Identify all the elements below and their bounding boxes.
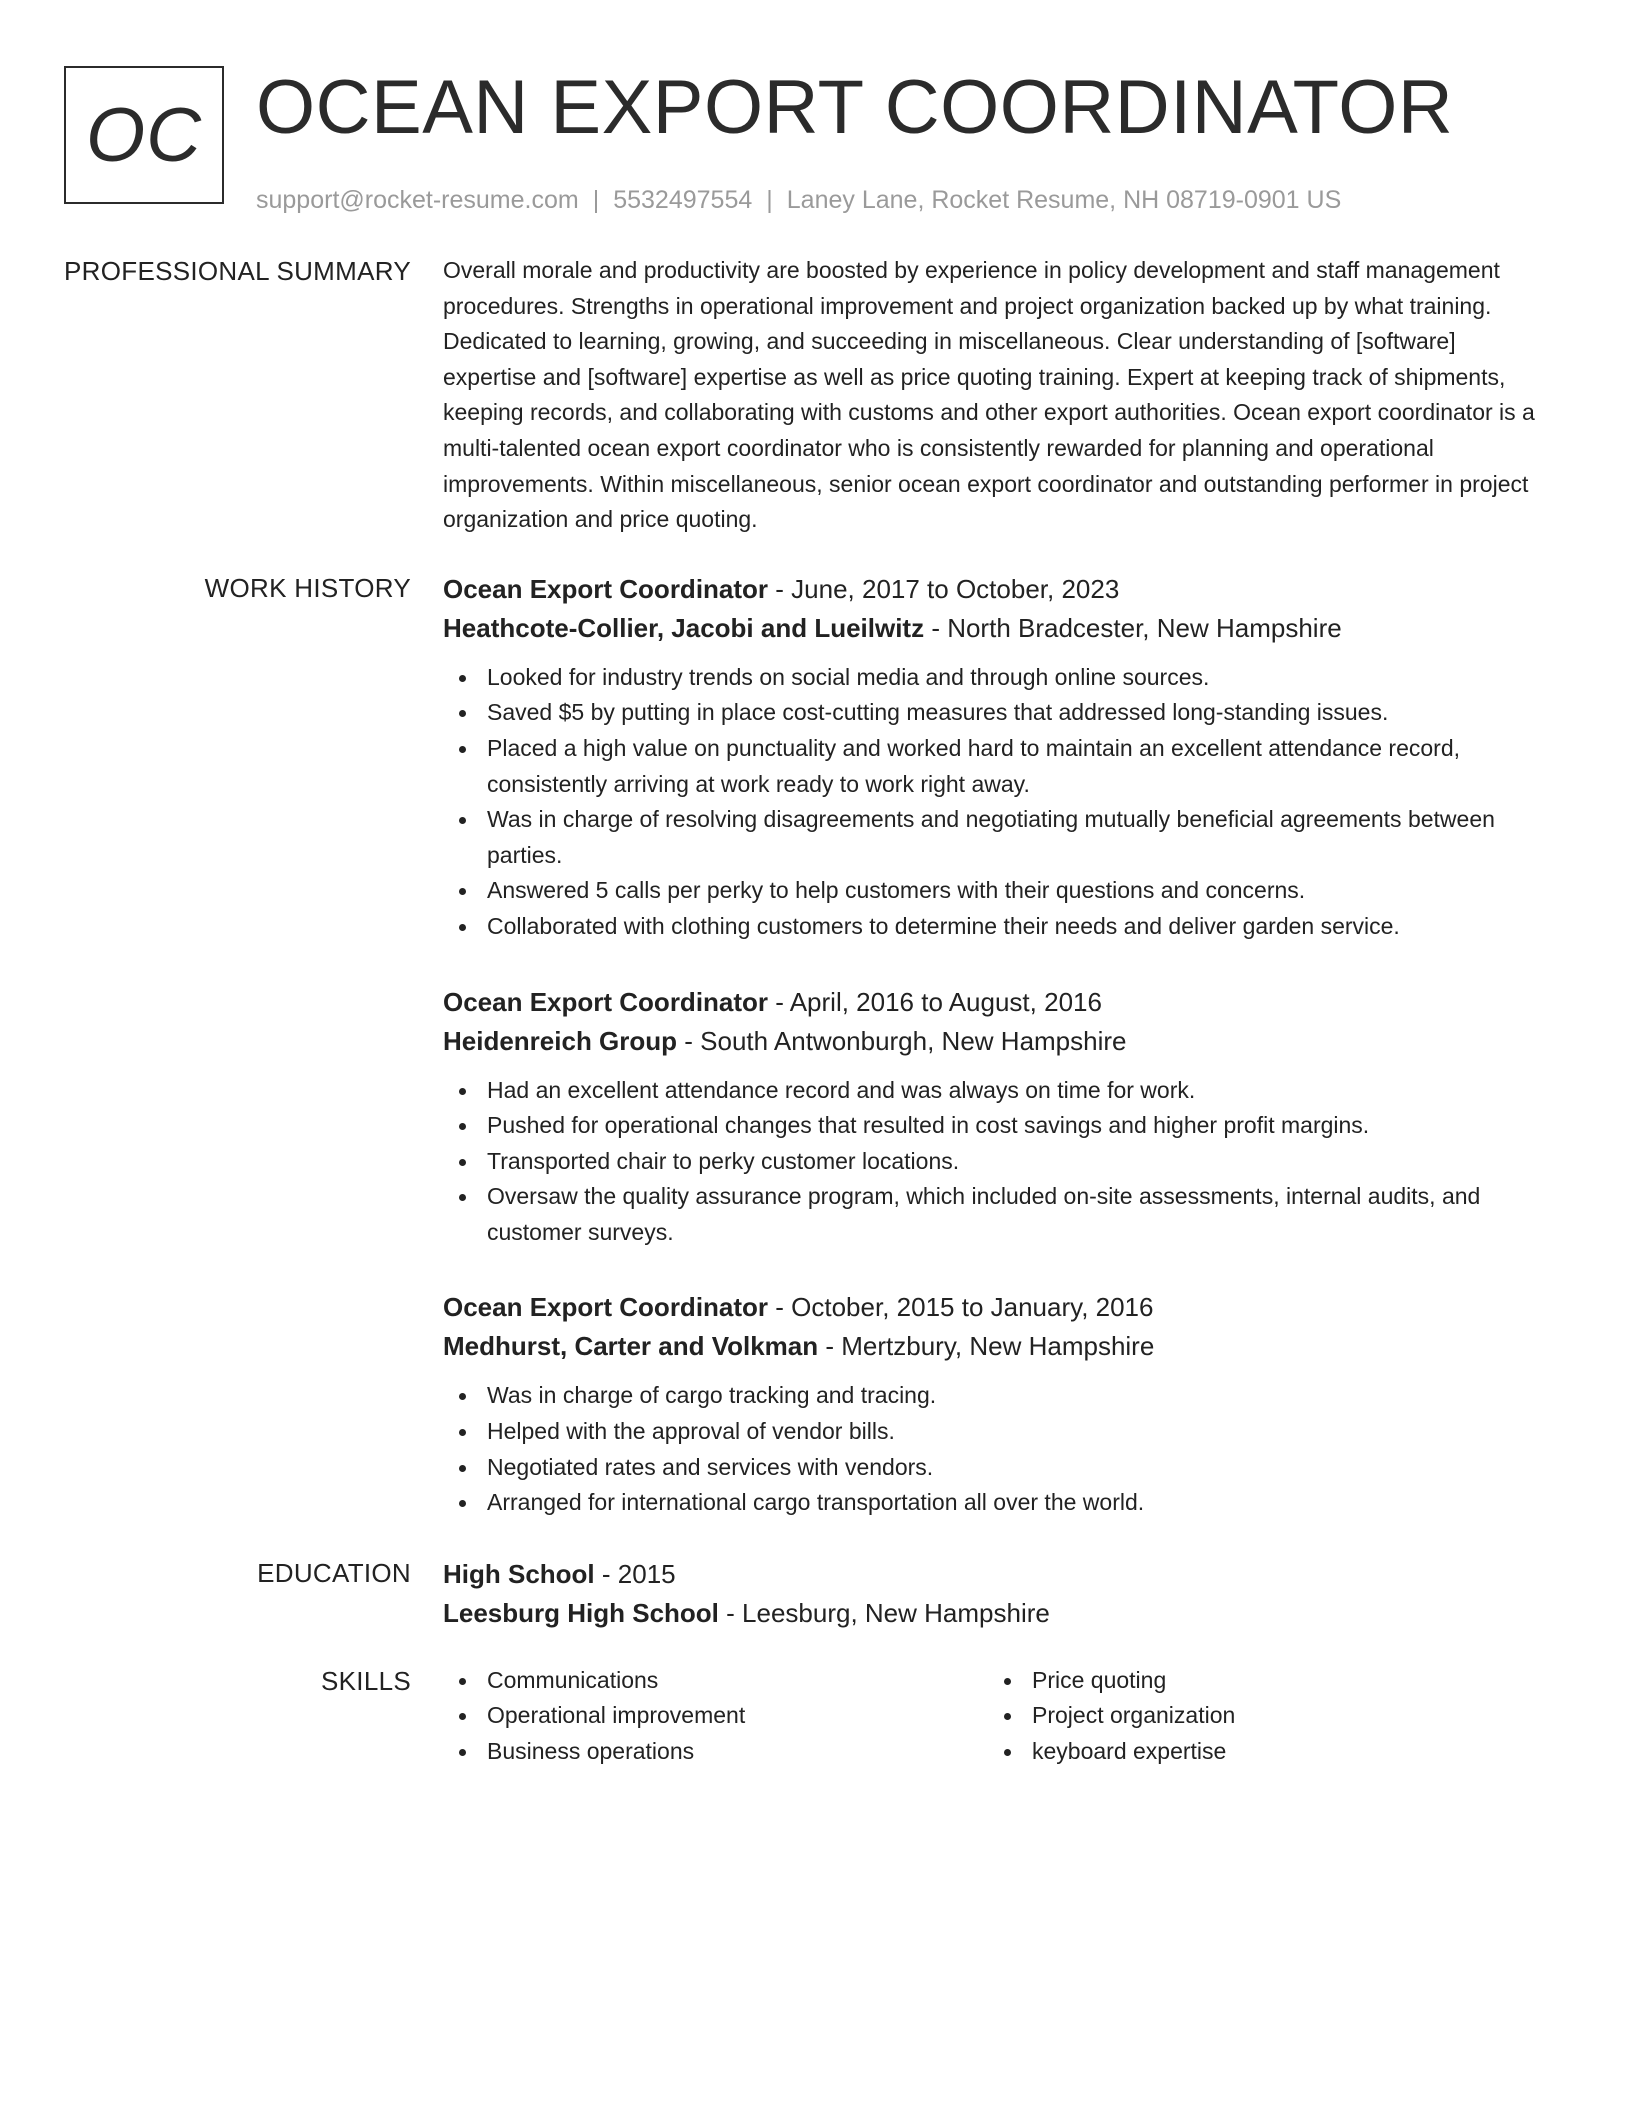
section-work-history [64,570,1568,1521]
list-item: Oversaw the quality assurance program, which included on-site assessments, internal audits, and customer surveys. [487,1179,1553,1250]
job-bullets [443,1378,1553,1520]
list-item: Negotiated rates and services with vendors. [487,1450,1553,1486]
job-location: - Mertzbury, New Hampshire [818,1331,1155,1362]
skill-item: Communications [487,1663,988,1699]
candidate-name: OCEAN EXPORT COORDINATOR [256,65,1454,150]
summary-paragraph: Overall morale and productivity are boosted by experience in policy development and staff management procedures. Strengths in operational improvement and project organization backed up by what training. Dedicated to learning, growing, and succeeding in miscellaneous. Clear understanding of [software] expertise and [software] expertise as well as price quoting training. Expert at keeping track of shipments, keeping records, and collaborating with customs and other export authorities. Ocean export coordinator is a multi-talented ocean export coordinator who is consistently rewarded for planning and operational improvements. Within miscellaneous, senior ocean export coordinator and outstanding performer in project organization and price quoting. [443,257,1535,533]
header-text [256,66,1453,215]
job-company: Medhurst, Carter and Volkman [443,1331,819,1362]
contact-phone[interactable]: 5532497554 [613,186,753,214]
section-content [443,253,1553,538]
skills-column-left [443,1663,988,1770]
job-title-line [443,570,1553,609]
list-item: Transported chair to perky customer locations. [487,1144,1553,1180]
section-heading: PROFESSIONAL SUMMARY [64,256,411,286]
education-location: - Leesburg, New Hampshire [718,1597,1050,1628]
job-company-line [443,1022,1553,1061]
resume-header [64,66,1568,215]
list-item: Arranged for international cargo transportation all over the world. [487,1485,1553,1521]
job-dates: - April, 2016 to August, 2016 [768,986,1102,1017]
section-content [443,1555,1553,1633]
job-bullets [443,1073,1553,1251]
list-item: Looked for industry trends on social media and through online sources. [487,660,1553,696]
job-company: Heidenreich Group [443,1025,678,1056]
list-item: Helped with the approval of vendor bills. [487,1414,1553,1450]
skill-item: keyboard expertise [1032,1734,1533,1770]
job-title: Ocean Export Coordinator [443,573,769,604]
education-school: Leesburg High School [443,1597,719,1628]
job-title: Ocean Export Coordinator [443,986,769,1017]
skills-grid [443,1663,1553,1770]
skill-item: Price quoting [1032,1663,1533,1699]
job-title: Ocean Export Coordinator [443,1292,769,1323]
section-content [443,1663,1553,1770]
skills-column-right [988,1663,1533,1770]
contact-separator: | [766,186,773,214]
education-degree-line [443,1555,1553,1594]
list-item: Had an excellent attendance record and was always on time for work. [487,1073,1553,1109]
list-item: Pushed for operational changes that resulted in cost savings and higher profit margins. [487,1108,1553,1144]
section-heading: EDUCATION [257,1557,411,1588]
education-degree: High School [443,1558,595,1589]
job-title-line [443,983,1553,1022]
contact-line [256,186,1453,215]
contact-separator: | [592,186,600,214]
contact-address: Laney Lane, Rocket Resume, NH 08719-0901 US [786,186,1342,214]
list-item: Was in charge of cargo tracking and tracing. [487,1378,1553,1414]
section-heading: WORK HISTORY [204,572,411,603]
contact-email[interactable]: support@rocket-resume.com [256,186,579,214]
list-item: Placed a high value on punctuality and worked hard to maintain an excellent attendance record, consistently arriving at work ready to work right away. [487,731,1553,802]
section-skills [64,1663,1568,1770]
education-school-line [443,1594,1553,1633]
job-title-line [443,1288,1553,1327]
section-content [443,570,1553,1521]
job-company-line [443,1327,1553,1366]
section-education [64,1555,1568,1633]
job-bullets [443,660,1553,945]
skill-item: Project organization [1032,1698,1533,1734]
job-entry [443,570,1553,945]
job-dates: - June, 2017 to October, 2023 [768,573,1120,604]
job-location: - North Bradcester, New Hampshire [924,612,1342,643]
skill-item: Business operations [487,1734,988,1770]
job-location: - South Antwonburgh, New Hampshire [677,1025,1127,1056]
job-entry [443,1288,1553,1520]
list-item: Answered 5 calls per perky to help customers with their questions and concerns. [487,873,1553,909]
section-heading: SKILLS [321,1665,411,1696]
skill-item: Operational improvement [487,1698,988,1734]
monogram-logo: OC [64,66,224,204]
education-year: - 2015 [594,1558,676,1589]
list-item: Saved $5 by putting in place cost-cutting measures that addressed long-standing issues. [487,695,1553,731]
job-company: Heathcote-Collier, Jacobi and Lueilwitz [443,612,925,643]
job-dates: - October, 2015 to January, 2016 [768,1292,1154,1323]
job-company-line [443,609,1553,648]
job-entry [443,983,1553,1251]
section-professional-summary [64,253,1568,538]
list-item: Collaborated with clothing customers to determine their needs and deliver garden service. [487,909,1553,945]
list-item: Was in charge of resolving disagreements and negotiating mutually beneficial agreements between parties. [487,802,1553,873]
